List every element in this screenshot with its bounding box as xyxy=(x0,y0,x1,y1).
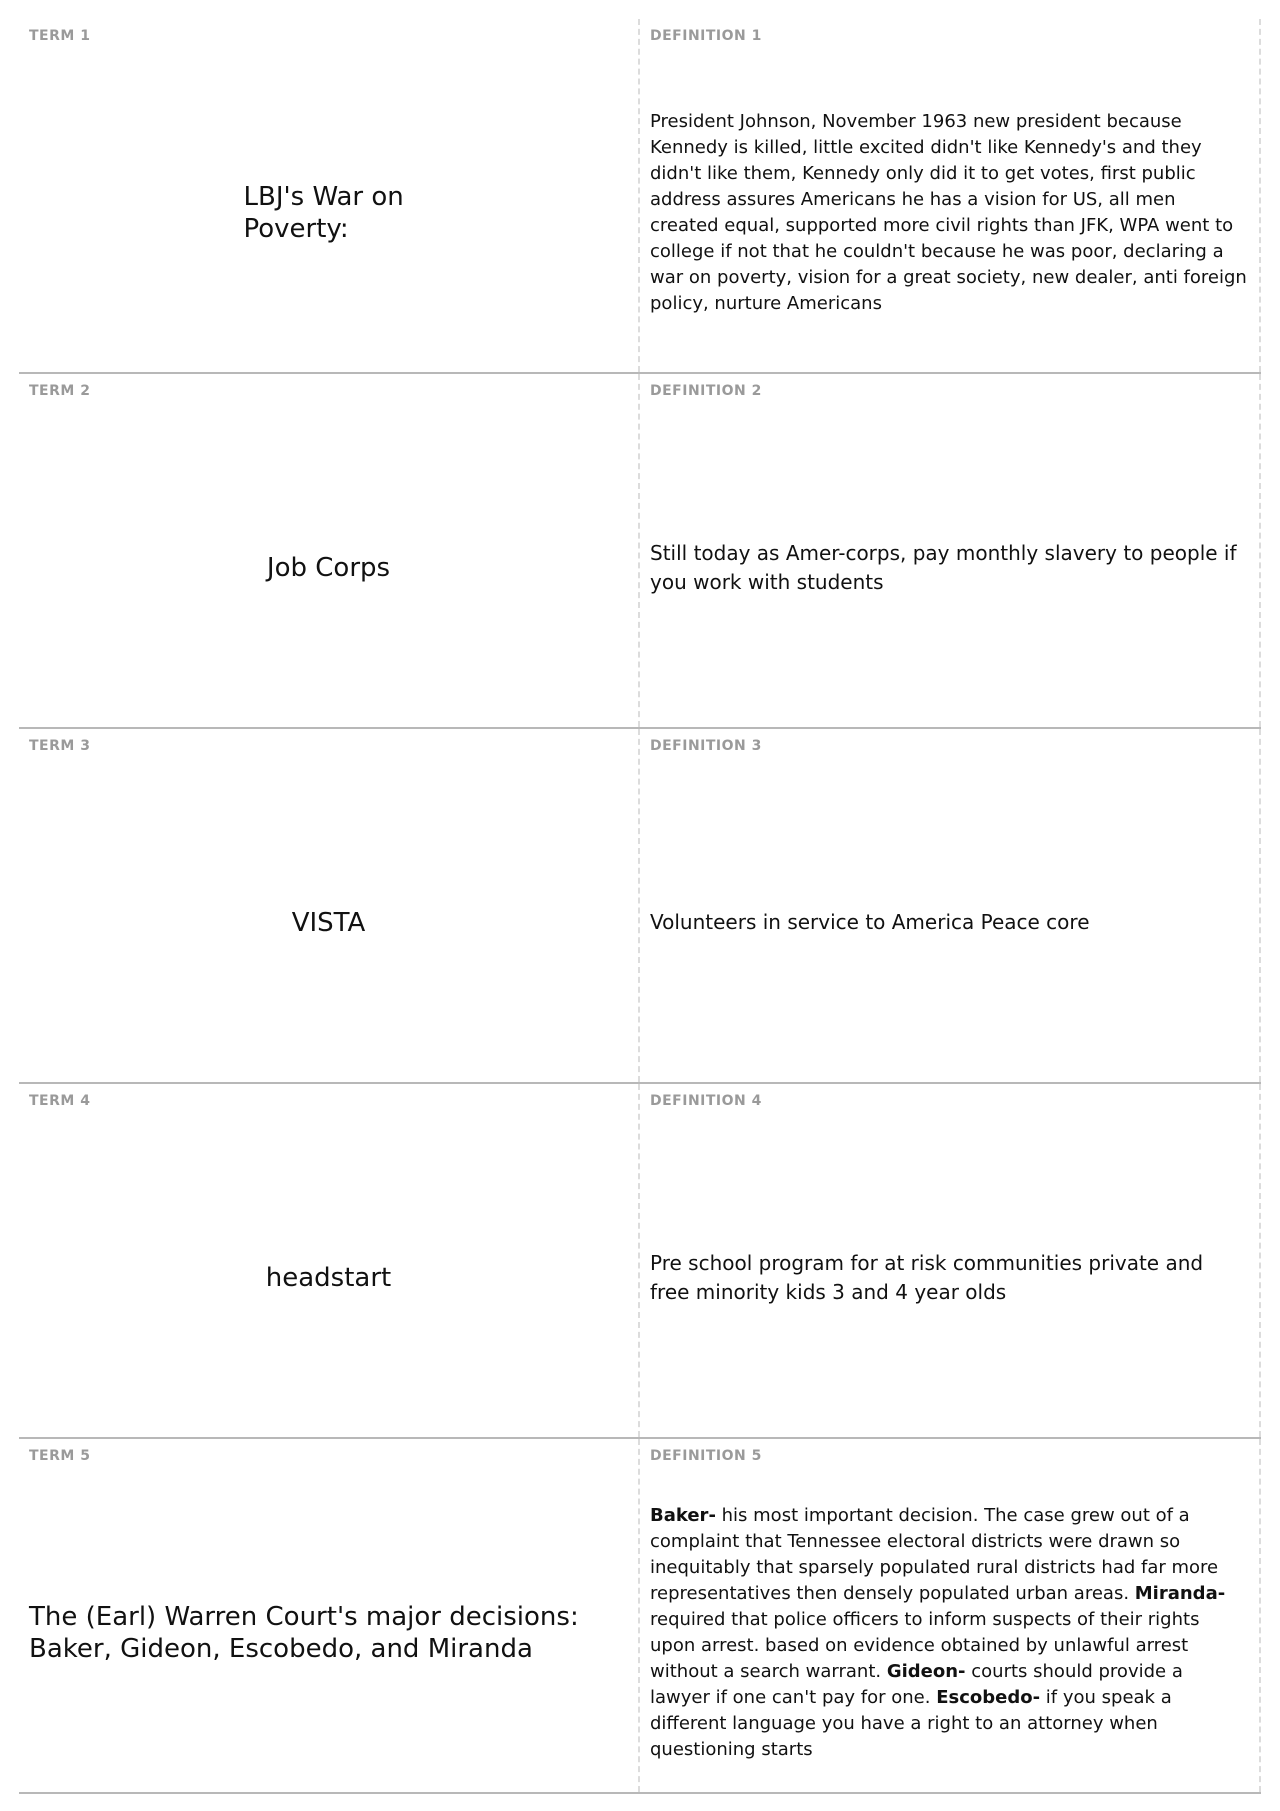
miranda-heading: Miranda- xyxy=(1134,1582,1226,1604)
gideon-heading: Gideon- xyxy=(886,1660,966,1682)
definition-label: DEFINITION 3 xyxy=(650,738,762,754)
flashcard-row xyxy=(19,1439,1261,1794)
definition-body xyxy=(650,763,1247,1082)
miranda-text: required that police officers to inform suspects of their rights upon arrest. based on evidence obtained by unlawful arrest without a search warrant. xyxy=(650,1608,1200,1682)
definition-cell xyxy=(640,729,1261,1082)
term-text: Job Corps xyxy=(266,552,391,583)
term-body xyxy=(19,53,638,372)
definition-cell xyxy=(640,1439,1261,1792)
term-body xyxy=(19,408,638,727)
definition-text: Pre school program for at risk communities private and free minority kids 3 and 4 year olds xyxy=(650,1250,1204,1304)
term-body xyxy=(19,1473,638,1792)
escobedo-text: if you speak a different language you have a right to an attorney when questioning starts xyxy=(650,1686,1172,1760)
term-text: LBJ's War on Poverty: xyxy=(243,181,404,244)
definition-label: DEFINITION 4 xyxy=(650,1093,762,1109)
term-cell xyxy=(19,1439,640,1792)
definition-text xyxy=(650,1503,1247,1763)
definition-body xyxy=(650,53,1247,372)
baker-text: his most important decision. The case grew out of a complaint that Tennessee electoral districts were drawn so inequitably that sparsely populated rural districts had far more representatives then densely populated urban areas. xyxy=(650,1504,1219,1604)
definition-body xyxy=(650,1473,1247,1792)
flashcard-sheet xyxy=(19,19,1261,1799)
definition-label: DEFINITION 5 xyxy=(650,1448,762,1464)
gideon-text: courts should provide a lawyer if one can't pay for one. xyxy=(650,1660,1183,1708)
term-body xyxy=(19,1118,638,1437)
flashcard-row xyxy=(19,1084,1261,1439)
definition-cell xyxy=(640,1084,1261,1437)
term-cell xyxy=(19,1084,640,1437)
term-label: TERM 2 xyxy=(29,383,91,399)
term-cell xyxy=(19,729,640,1082)
definition-label: DEFINITION 1 xyxy=(650,28,762,44)
term-text: headstart xyxy=(265,1262,392,1293)
term-label: TERM 4 xyxy=(29,1093,91,1109)
definition-cell xyxy=(640,374,1261,727)
term-label: TERM 3 xyxy=(29,738,91,754)
flashcard-row xyxy=(19,19,1261,374)
definition-text: Volunteers in service to America Peace core xyxy=(650,910,1090,934)
flashcard-row xyxy=(19,374,1261,729)
escobedo-heading: Escobedo- xyxy=(936,1686,1041,1708)
baker-heading: Baker- xyxy=(650,1504,716,1526)
term-text: The (Earl) Warren Court's major decisions: Baker, Gideon, Escobedo, and Miranda xyxy=(29,1601,579,1664)
definition-text: President Johnson, November 1963 new president because Kennedy is killed, little excited didn't like Kennedy's and they didn't like them, Kennedy only did it to get votes, first public address assures Americans he has a vision for US, all men created equal, supported more civil rights than JFK, WPA went to college if not that he couldn't because he was poor, declaring a war on poverty, vision for a great society, new dealer, anti foreign policy, nurture Americans xyxy=(650,110,1247,314)
definition-body xyxy=(650,408,1247,727)
term-text: VISTA xyxy=(291,907,366,938)
term-label: TERM 1 xyxy=(29,28,91,44)
flashcard-row xyxy=(19,729,1261,1084)
term-label: TERM 5 xyxy=(29,1448,91,1464)
definition-label: DEFINITION 2 xyxy=(650,383,762,399)
term-cell xyxy=(19,374,640,727)
term-cell xyxy=(19,19,640,372)
definition-text: Still today as Amer-corps, pay monthly slavery to people if you work with students xyxy=(650,540,1237,594)
definition-cell xyxy=(640,19,1261,372)
definition-body xyxy=(650,1118,1247,1437)
term-body xyxy=(19,763,638,1082)
